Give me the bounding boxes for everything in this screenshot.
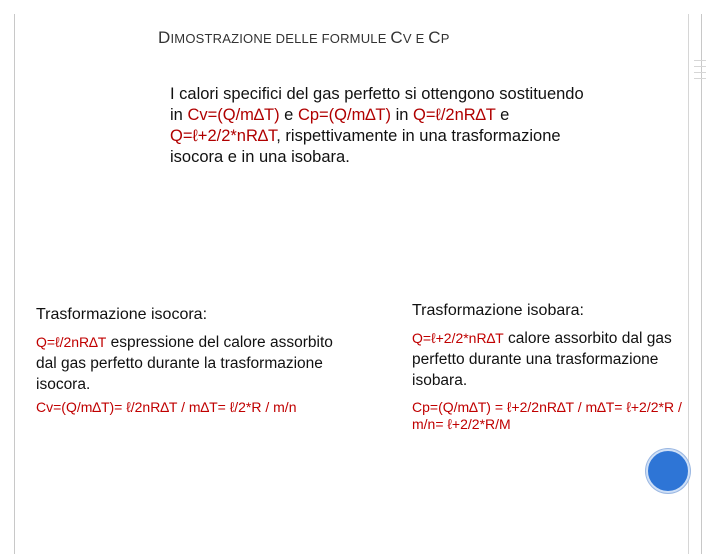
slide-title	[158, 28, 450, 48]
frame-tick	[694, 66, 706, 67]
isocora-q-formula: Q=ℓ/2nR∆T	[36, 334, 107, 350]
title-cv-initial: C	[390, 28, 403, 47]
intro-text: I calori specifici del gas perfetto si ottengono sostituendo in	[170, 85, 584, 124]
title-cv-rest: V	[402, 31, 412, 46]
title-cp-rest: P	[440, 31, 450, 46]
intro-text: in	[391, 106, 414, 124]
intro-text: e	[495, 106, 510, 124]
isocora-column	[36, 306, 346, 416]
intro-formula-cp: Cp=(Q/m∆T)	[297, 106, 391, 124]
isobara-heading: Trasformazione isobara:	[412, 302, 584, 319]
intro-paragraph	[170, 84, 590, 168]
decorative-circle-icon	[646, 449, 690, 493]
frame-tick	[694, 60, 706, 61]
isobara-q-formula: Q=ℓ+2/2*nR∆T	[412, 330, 504, 346]
title-initial: D	[158, 28, 171, 47]
title-cp-initial: C	[428, 28, 441, 47]
title-and: E	[411, 31, 429, 46]
isobara-text: calore assorbito dal gas perfetto durante una trasformazione isobara.	[412, 330, 672, 389]
title-text: IMOSTRAZIONE DELLE FORMULE	[170, 31, 391, 46]
isocora-cv-formula: Cv=(Q/m∆T)= ℓ/2nR∆T / m∆T= ℓ/2*R / m/n	[36, 399, 297, 415]
intro-formula-cv: Cv=(Q/m∆T)	[187, 106, 280, 124]
frame-tick	[694, 78, 706, 79]
isobara-column	[412, 302, 692, 433]
frame-tick	[694, 72, 706, 73]
isocora-description	[36, 332, 346, 395]
isobara-description	[412, 328, 692, 391]
isocora-heading: Trasformazione isocora:	[36, 306, 208, 323]
isobara-cp-formula: Cp=(Q/m∆T) = ℓ+2/2nR∆T / m∆T= ℓ+2/2*R / m/n= ℓ+2/2*R/M	[412, 399, 682, 432]
isocora-text: espressione del calore assorbito dal gas perfetto durante la trasformazione isocora.	[36, 334, 333, 393]
intro-q-isobara: Q=ℓ+2/2*nR∆T	[170, 127, 277, 145]
intro-q-isocora: Q=ℓ/2nR∆T	[413, 106, 496, 124]
intro-text: e	[279, 106, 298, 124]
intro-text: , rispettivamente in una trasformazione isocora e in una isobara.	[170, 127, 561, 166]
